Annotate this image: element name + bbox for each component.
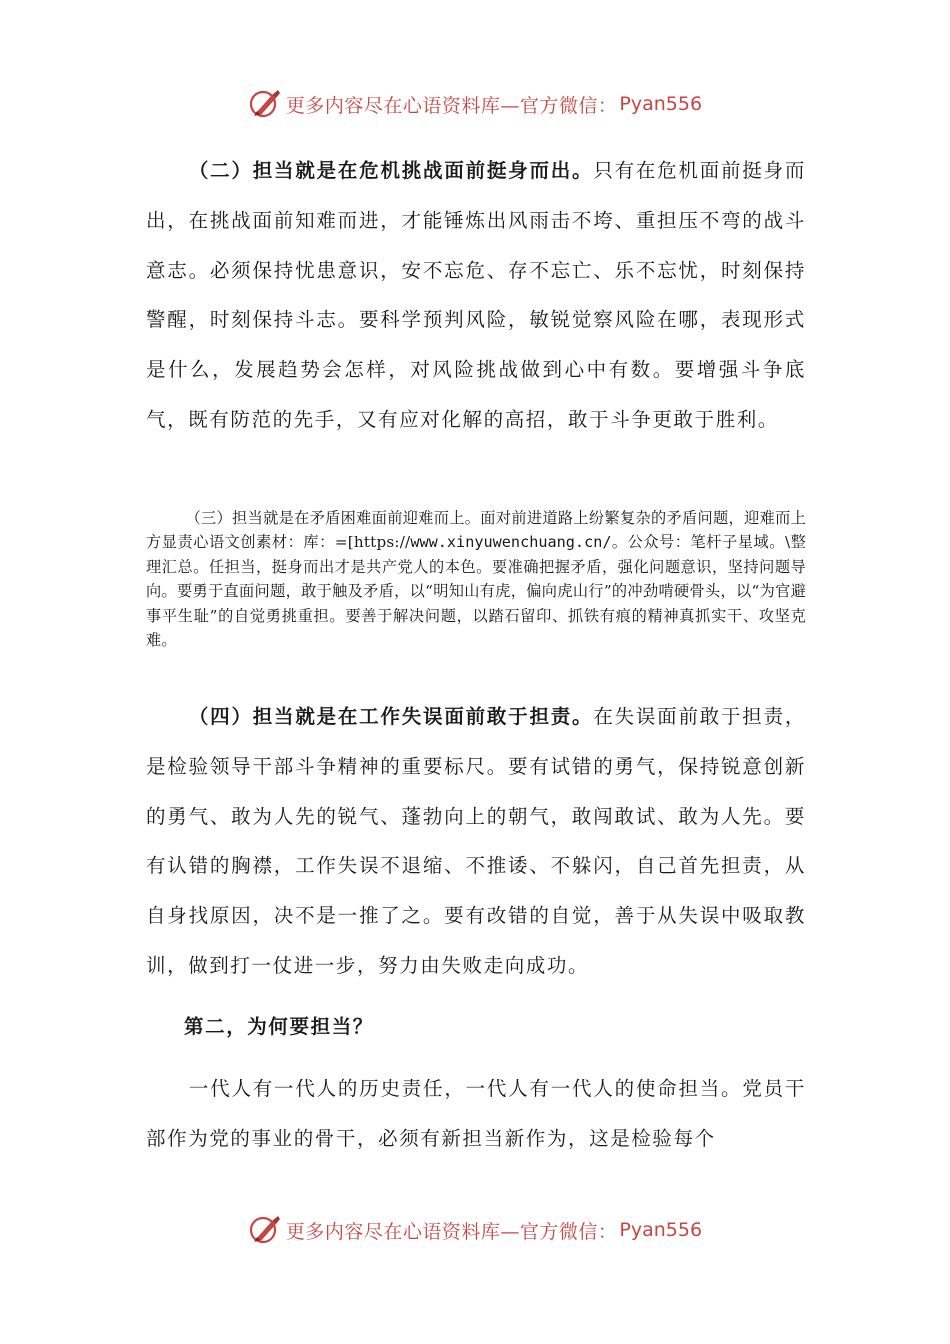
section-three-part2: 。公众号：笔杆子星域。\整理汇总。任担当，挺身而出才是共产党人的本色。要准确把握矛盾，强化问题意识，坚持问题导向。要勇于直面问题，敢于触及矛盾，以“明知山有虎，偏向虎山行”的冲劲啃硬骨头，以“为官避事平生耻”的自觉勇挑重担。要善于解决问题，以踏石留印、抓铁有痕的精神真抓实干、攻坚克难。: [146, 533, 807, 650]
header-banner: [0, 86, 950, 122]
section-four-body: 在失误面前敢于担责，是检验领导干部斗争精神的重要标尺。要有试错的勇气，保持锐意创新的勇气、敢为人先的锐气、蓬勃向上的朝气，敢闯敢试、敢为人先。要有认错的胸襟，工作失误不退缩、不推诿、不躲闪，自己首先担责，从自身找原因，决不是一推了之。要有改错的自觉，善于从失误中吸取教训，做到打一仗进一步，努力由失败走向成功。: [146, 705, 806, 977]
section-three-url: www.xinyuwenchuang.cn/: [410, 533, 612, 552]
footer-banner: [0, 1212, 950, 1248]
banner-wechat-id: Pyan556: [619, 1219, 703, 1241]
section-four-lead: （四）担当就是在工作失误面前敢于担责。: [188, 705, 594, 728]
pen-logo-icon: [248, 1213, 282, 1247]
section-two-lead: （二）担当就是在危机挑战面前挺身而出。: [188, 159, 594, 182]
pen-logo-icon: [248, 87, 282, 121]
paragraph-section-two: [146, 146, 806, 445]
paragraph-why-body: 一代人有一代人的历史责任，一代人有一代人的使命担当。党员干部作为党的事业的骨干，必须有新担当新作为，这是检验每个: [146, 1077, 806, 1150]
banner-text: 更多内容尽在心语资料库—官方微信：: [285, 1220, 618, 1243]
banner-text: 更多内容尽在心语资料库—官方微信：: [285, 94, 618, 117]
section-heading-why: 第二，为何要担当？: [184, 1015, 374, 1038]
paragraph-section-three: [146, 506, 806, 652]
section-three-part1: （三）担当就是在矛盾困难面前迎难而上。面对前进道路上纷繁复杂的矛盾问题，迎难而上方显责心语文创素材：库：=[https://: [146, 509, 806, 552]
paragraph-section-four: [146, 692, 806, 991]
banner-wechat-id: Pyan556: [619, 93, 703, 115]
section-two-body: 只有在危机面前挺身而出，在挑战面前知难而进，才能锤炼出风雨击不垮、重担压不弯的战斗意志。必须保持忧患意识，安不忘危、存不忘亡、乐不忘忧，时刻保持警醒，时刻保持斗志。要科学预判风险，敏锐觉察风险在哪，表现形式是什么，发展趋势会怎样，对风险挑战做到心中有数。要增强斗争底气，既有防范的先手，又有应对化解的高招，敢于斗争更敢于胜利。: [146, 159, 806, 431]
